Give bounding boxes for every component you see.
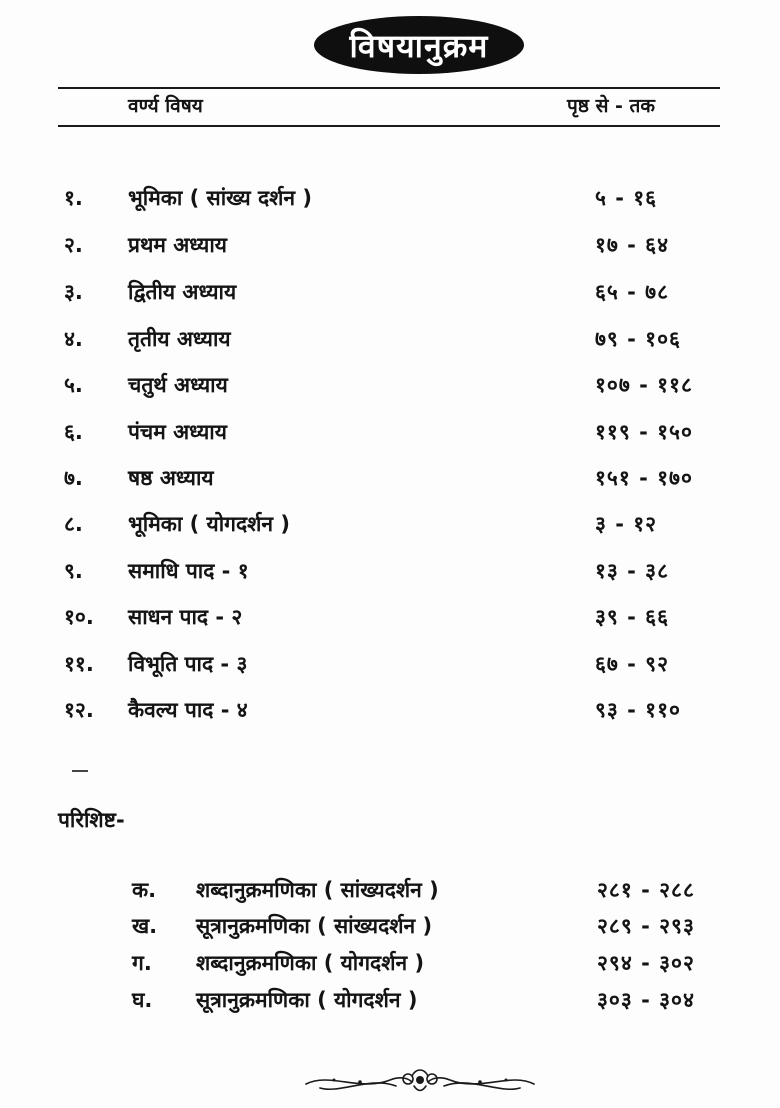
entry-number: ८. — [64, 512, 83, 536]
page-title: विषयानुक्रम — [314, 16, 524, 74]
toc-entry — [0, 363, 780, 403]
entry-pages: ११९ - १५० — [595, 420, 693, 444]
entry-number: ६. — [64, 420, 83, 444]
toc-entry — [0, 688, 780, 728]
appendix-entry-title: शब्दानुक्रमणिका ( सांख्यदर्शन ) — [196, 878, 439, 902]
entry-title: साधन पाद - २ — [128, 605, 243, 629]
entry-number: १०. — [64, 605, 94, 629]
entry-title: कैवल्य पाद - ४ — [128, 698, 248, 722]
entry-number: ७. — [64, 466, 83, 490]
appendix-entry-letter: घ. — [132, 988, 153, 1012]
appendix-entry-title: शब्दानुक्रमणिका ( योगदर्शन ) — [196, 951, 425, 975]
entry-pages: १०७ - ११८ — [595, 373, 693, 397]
toc-entry — [0, 595, 780, 635]
appendix-entry — [0, 980, 780, 1018]
column-header-subject: वर्ण्य विषय — [128, 95, 203, 117]
entry-pages: ६७ - ९२ — [595, 652, 670, 676]
entry-pages: १३ - ३८ — [595, 559, 670, 583]
entry-title: भूमिका ( योगदर्शन ) — [128, 512, 290, 536]
entry-number: १. — [64, 186, 83, 210]
entry-number: ४. — [64, 327, 83, 351]
decorative-scroll-ornament-icon — [300, 1062, 540, 1098]
appendix-entry — [0, 870, 780, 908]
toc-entry — [0, 176, 780, 216]
appendix-entry-title: सूत्रानुक्रमणिका ( सांख्यदर्शन ) — [196, 914, 433, 938]
entry-number: २. — [64, 233, 83, 257]
dash-mark — [72, 770, 88, 772]
appendix-entry — [0, 906, 780, 944]
entry-title: पंचम अध्याय — [128, 420, 227, 444]
appendix-entry — [0, 943, 780, 981]
appendix-entry-pages: २८९ - २९३ — [597, 914, 695, 938]
header-top-rule — [58, 87, 720, 89]
entry-pages: ३९ - ६६ — [595, 605, 670, 629]
toc-entry — [0, 223, 780, 263]
toc-entry — [0, 642, 780, 682]
entry-number: १२. — [64, 698, 94, 722]
entry-pages: १७ - ६४ — [595, 233, 670, 257]
appendix-entry-letter: क. — [132, 878, 157, 902]
entry-pages: ५ - १६ — [595, 186, 658, 210]
entry-title: द्वितीय अध्याय — [128, 280, 237, 304]
entry-pages: ७९ - १०६ — [595, 327, 681, 351]
appendix-entry-pages: २८१ - २८८ — [597, 878, 695, 902]
entry-title: प्रथम अध्याय — [128, 233, 227, 257]
column-header-pages: पृष्ठ से - तक — [567, 95, 655, 117]
entry-title: विभूति पाद - ३ — [128, 652, 248, 676]
toc-entry — [0, 270, 780, 310]
entry-pages: १५१ - १७० — [595, 466, 693, 490]
entry-title: समाधि पाद - १ — [128, 559, 249, 583]
header-bottom-rule — [58, 125, 720, 127]
appendix-entry-title: सूत्रानुक्रमणिका ( योगदर्शन ) — [196, 988, 418, 1012]
entry-number: ५. — [64, 373, 83, 397]
appendix-entry-pages: ३०३ - ३०४ — [597, 988, 695, 1012]
appendix-entry-letter: ग. — [132, 951, 152, 975]
toc-entry — [0, 456, 780, 496]
entry-number: ११. — [64, 652, 94, 676]
entry-title: भूमिका ( सांख्य दर्शन ) — [128, 186, 312, 210]
toc-entry — [0, 410, 780, 450]
entry-pages: ९३ - ११० — [595, 698, 681, 722]
appendix-label: परिशिष्ट- — [58, 808, 125, 832]
toc-entry — [0, 317, 780, 357]
toc-entry — [0, 549, 780, 589]
entry-number: ९. — [64, 559, 83, 583]
appendix-entry-letter: ख. — [132, 914, 158, 938]
entry-title: चतुर्थ अध्याय — [128, 373, 228, 397]
entry-pages: ६५ - ७८ — [595, 280, 670, 304]
entry-number: ३. — [64, 280, 83, 304]
entry-title: षष्ठ अध्याय — [128, 466, 214, 490]
appendix-entry-pages: २९४ - ३०२ — [597, 951, 695, 975]
entry-title: तृतीय अध्याय — [128, 327, 231, 351]
toc-entry — [0, 502, 780, 542]
entry-pages: ३ - १२ — [595, 512, 658, 536]
